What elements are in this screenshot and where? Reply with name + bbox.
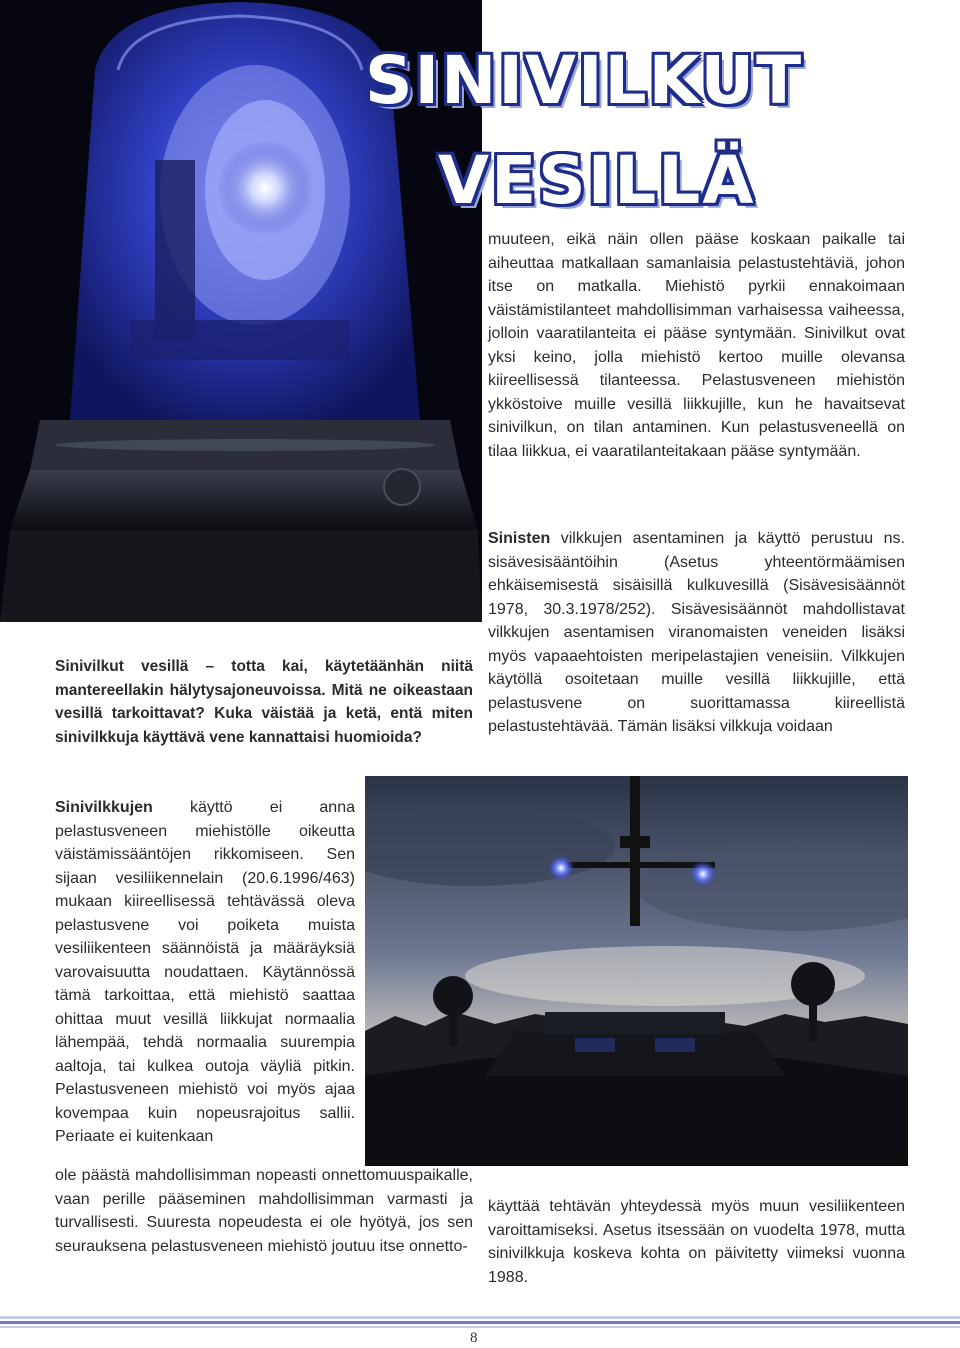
paragraph-lead-word: Sinivilkkujen: [55, 799, 153, 816]
left-column-paragraph-narrow: [55, 796, 355, 1149]
paragraph-body: käyttö ei anna pelastusveneen miehistölle oikeutta väistämissääntöjen rikkomiseen. Sen sijaan vesiliikennelain (20.6.1996/463) mukaan kiireellisessä tehtävässä oleva pelastusvene voi poiketa muista vesiliikenteen säännöistä ja määräyksiä varovaisuutta noudattaen. Käytännössä tämä tarkoittaa, että miehistö saattaa ohittaa muut vesillä liikkujat normaalia lähempää, tehdä normaalia suurempia aaltoja, tai kulkea outoja väyliä pitkin. Pelastusveneen miehistö voi myös ajaa kovempaa kuin nopeusrajoitus sallii. Periaate ei kuitenkaan: [55, 799, 355, 1145]
page-number: 8: [470, 1330, 478, 1346]
footer-rule-dark: [0, 1321, 960, 1324]
paragraph-lead-word: Sinisten: [488, 530, 551, 547]
right-column-paragraph-2: [488, 527, 905, 739]
intro-lead-paragraph: Sinivilkut vesillä – totta kai, käytetäänhän niitä mantereellakin hälytysajoneuvoissa. Mitä ne oikeastaan vesillä tarkoittavat? Kuka väistää ja ketä, entä miten sinivilkkuja käyttävä vene kannattaisi huomioida?: [55, 658, 473, 746]
left-column-paragraph-wide: ole päästä mahdollisimman nopeasti onnettomuuspaikalle, vaan perille pääseminen mahdollisimman varmasti ja turvallisesti. Suuresta nopeudesta ei ole hyötyä, jos sen seurauksena pelastusveneen miehistö joutuu itse onnetto-: [55, 1167, 473, 1255]
page-title-line-2: VESILLÄ: [438, 142, 756, 219]
footer-rule-light-bottom: [0, 1326, 960, 1328]
rescue-boat-photo: [365, 776, 908, 1166]
paragraph-body: vilkkujen asentaminen ja käyttö perustuu ns. sisävesisääntöihin (Asetus yhteentörmäämisen ehkäisemisestä sisäisillä kulkuvesillä (Sisävesisäännöt 1978, 30.3.1978/252). Sisävesisäännöt mahdollistavat vilkkujen asentamisen viranomaisten veneiden lisäksi myös vapaaehtoisten meripelastajien veneisiin. Vilkkujen käytöllä osoitetaan muille vesillä liikkujille, että pelastusvene on suorittamassa kiireellistä pelastustehtävää. Tämän lisäksi vilkkuja voidaan: [488, 530, 905, 735]
right-column-paragraph-3: käyttää tehtävän yhteydessä myös muun vesiliikenteen varoittamiseksi. Asetus itsessään on vuodelta 1978, mutta sinivilkkuja koskeva kohta on päivitetty viimeksi vuonna 1988.: [488, 1198, 905, 1286]
page-title-line-1: SINIVILKUT: [365, 42, 804, 119]
footer-rule-light-top: [0, 1316, 960, 1319]
right-column-paragraph-1: muuteen, eikä näin ollen pääse koskaan paikalle tai aiheuttaa matkallaan samanlaisia pelastustehtäviä, johon itse on matkalla. Miehistö pyrkii ennakoimaan väistämistilanteet mahdollisimman varhaisessa vaiheessa, jolloin vaaratilanteita ei pääse syntymään. Sinivilkut ovat yksi keino, jolla miehistö kertoo muille olevansa kiireellisessä tilanteessa. Pelastusveneen miehistön ykköstoive muille vesillä liikkujille, kun he havaitsevat sinivilkun, on tilan antaminen. Kun pelastusveneellä on tilaa liikkua, ei vaaratilanteitakaan pääse syntymään.: [488, 231, 905, 460]
